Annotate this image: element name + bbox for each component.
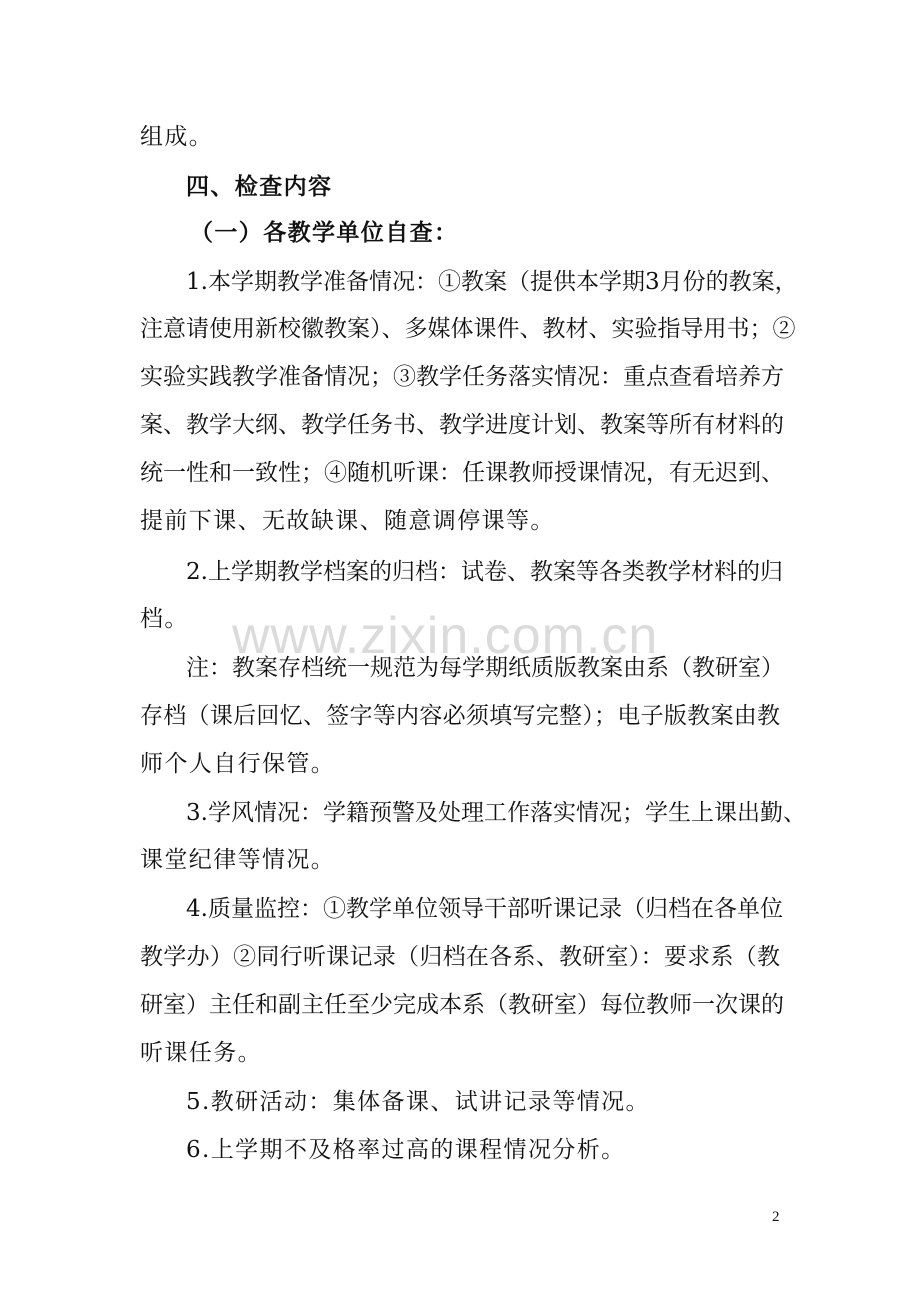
text-line: 提前下课、无故缺课、随意调停课等。 [140, 508, 555, 534]
text-line: 研室）主任和副主任至少完成本系（教研室）每位教师一次课的 [140, 992, 784, 1018]
text-line: 2.上学期教学档案的归档：试卷、教案等各类教学材料的归 [186, 559, 783, 585]
text-line: 档。 [140, 606, 189, 632]
text-line: 6.上学期不及格率过高的课程情况分析。 [186, 1137, 626, 1163]
text-line: 5.教研活动：集体备课、试讲记录等情况。 [186, 1089, 650, 1115]
text-line: 课堂纪律等情况。 [140, 847, 336, 873]
text-line: 统一性和一致性；④随机听课：任课教师授课情况，有无迟到、 [140, 460, 784, 486]
text-line: 存档（课后回忆、签字等内容必须填写完整）；电子版教案由教 [140, 703, 780, 729]
watermark: www.zixin.com.cn [232, 607, 659, 665]
text-line: 案、教学大纲、教学任务书、教学进度计划、教案等所有材料的 [140, 412, 784, 438]
text-line: 组成。 [140, 124, 214, 150]
text-line: 注：教案存档统一规范为每学期纸质版教案由系（教研室） [186, 655, 784, 681]
text-line: 注意请使用新校徽教案）、多媒体课件、教材、实验指导用书；② [140, 316, 796, 342]
text-line: 1.本学期教学准备情况：①教案（提供本学期3月份的教案， [186, 269, 798, 295]
subsection-heading: （一）各教学单位自查： [190, 219, 459, 246]
text-line: 实验实践教学准备情况；③教学任务落实情况：重点查看培养方 [140, 364, 784, 390]
text-line: 3.学风情况：学籍预警及处理工作落实情况；学生上课出勤、 [186, 800, 806, 826]
section-heading: 四、检查内容 [186, 173, 333, 200]
text-line: 4.质量监控：①教学单位领导干部听课记录（归档在各单位 [186, 896, 783, 922]
text-line: 师个人自行保管。 [140, 751, 336, 777]
text-line: 听课任务。 [140, 1040, 262, 1066]
text-line: 教学办）②同行听课记录（归档在各系、教研室）：要求系（教 [140, 944, 780, 970]
page-number: 2 [772, 1209, 780, 1225]
